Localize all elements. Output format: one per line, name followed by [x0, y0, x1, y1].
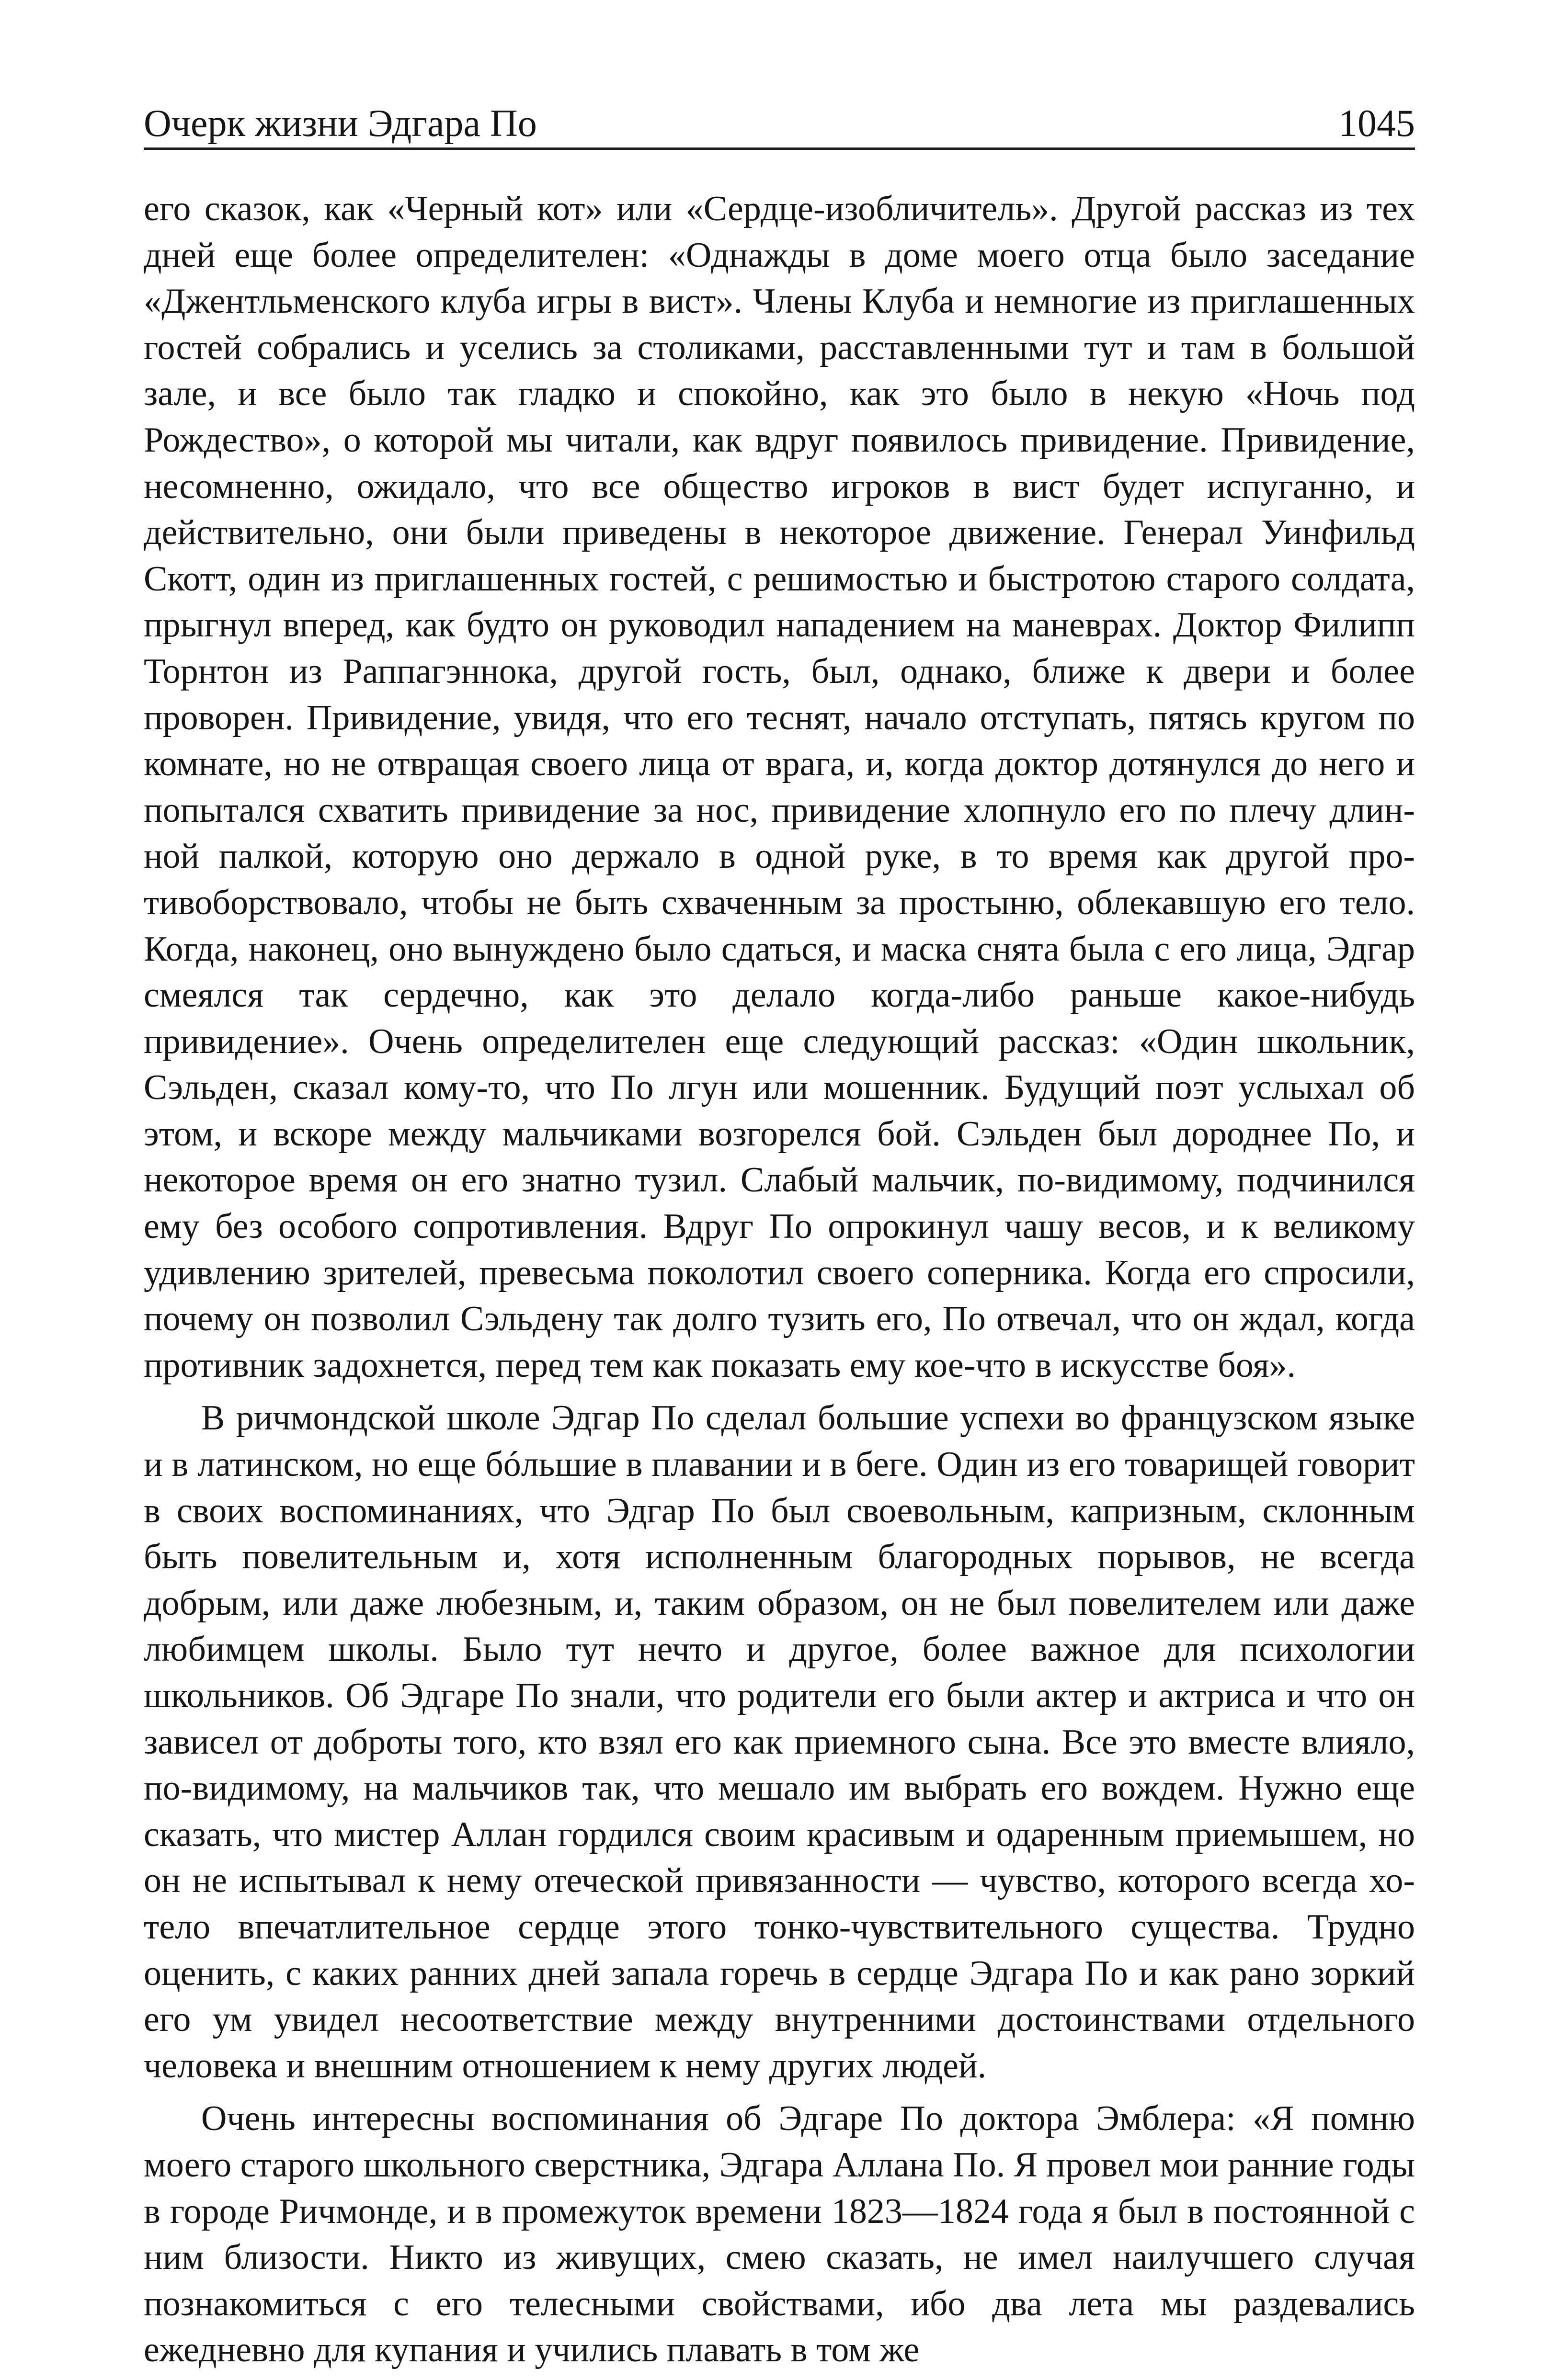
paragraph: Очень интересны воспоминания об Эдгаре По доктора Эмблера: «Я помню моего старого школьного сверстника, Эдгара Аллана По. Я провел мои ранние годы в городе Ричмонде, и в промежуток времени 1823—1824 года я был в постоянной с ним близости. Никто из живущих, смею сказать, не имел наилучшего случая познакомиться с его телесными свойствами, ибо два лета мы раздевались ежедневно для купания и учились плавать в том же [144, 2099, 1415, 2370]
body-text [144, 186, 1415, 2380]
running-head: Очерк жизни Эдгара По [144, 102, 537, 145]
page-number: 1045 [1338, 102, 1415, 145]
page-header [144, 94, 1415, 150]
paragraph-continuation: его сказок, как «Черный кот» или «Сердце-изобличитель». Другой рассказ из тех дней еще более определителен: «Однажды в доме моего отца было заседание «Джентльменского клуба игры в вист». Члены Клуба и немногие из приглашенных гостей собрались и уселись за столиками, расставленными тут и там в большой зале, и все было так гладко и спокойно, как это было в некую «Ночь под Рождество», о которой мы читали, как вдруг появилось привидение. Привидение, несомненно, ожидало, что все общество игроков в вист будет испуганно, и действительно, они были приведены в некоторое движение. Генерал Уинфильд Скотт, один из приглашенных гостей, с решимостью и быстротою старого солдата, прыгнул вперед, как будто он руководил нападением на маневрах. Доктор Филипп Торнтон из Раппагэннока, другой гость, был, однако, ближе к двери и более проворен. Привидение, увидя, что его теснят, начало отступать, пятясь кругом по комнате, но не отвращая своего лица от врага, и, когда доктор дотянулся до него и попытался схватить привидение за нос, привидение хлопнуло его по плечу длинной палкой, которую оно держало в одной руке, в то время как другой противоборствовало, чтобы не быть схваченным за простыню, облекавшую его тело. Когда, наконец, оно вынуждено было сдаться, и маска снята была с его лица, Эдгар смеялся так сердечно, как это делало когда-либо раньше какое-нибудь привидение». Очень определителен еще следующий рассказ: «Один школьник, Сэльден, сказал кому-то, что По лгун или мошенник. Будущий поэт услыхал об этом, и вскоре между мальчиками возгорелся бой. Сэльден был дороднее По, и некоторое время он его знатно тузил. Слабый мальчик, по-видимому, подчинился ему без особого сопротивления. Вдруг По опрокинул чашу весов, и к великому удивлению зрителей, превесьма поколотил своего соперника. Когда его спросили, почему он позволил Сэльдену так долго тузить его, По отвечал, что он ждал, когда противник задохнется, перед тем как показать ему кое-что в искусстве боя». [144, 189, 1415, 1385]
paragraph: В ричмондской школе Эдгар По сделал большие успехи во французском языке и в латинском, но еще бóльшие в плавании и в беге. Один из его товарищей говорит в своих воспоминаниях, что Эдгар По был своевольным, капризным, склонным быть повелительным и, хотя исполненным благородных порывов, не всегда добрым, или даже любезным, и, таким образом, он не был повелителем или даже любимцем школы. Было тут нечто и другое, более важное для психологии школьников. Об Эдгаре По знали, что родители его были актер и актриса и что он зависел от доброты того, кто взял его как приемного сына. Все это вместе влияло, по-видимому, на мальчиков так, что мешало им выбрать его вождем. Нужно еще сказать, что мистер Аллан гордился своим красивым и одаренным приемышем, но он не испытывал к нему отеческой привязанности — чувство, которого всегда хотело впечатлительное сердце этого тонко-чувствительного существа. Трудно оценить, с каких ранних дней запала горечь в сердце Эдгара По и как рано зоркий его ум увидел несоответствие между внутренними достоинствами отдельного человека и внешним отношением к нему других людей. [144, 1398, 1415, 2085]
